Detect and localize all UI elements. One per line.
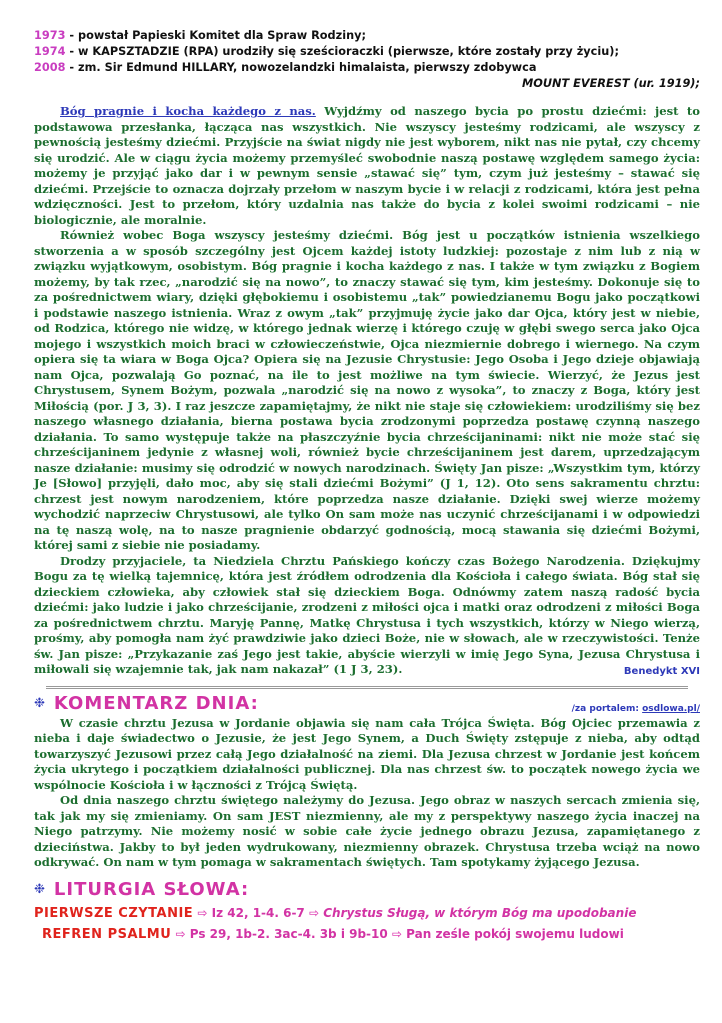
article-text: Wyjdźmy od naszego bycia po prostu dziećmi: jest to podstawowa przesłanka, łącząca nas wszystkich. Nie wszyscy jesteśmy rodzicami, ale wszyscy z pewnością jesteśmy dziećmi. Przyjście na świat nigdy nie jest wyborem, nikt nas nie pytał, czy chcemy się urodzić. Ale w ciągu życia możemy przemyśleć swobodnie naszą postawę względem samego życia: możemy je przyjąć jako dar i w pewnym sensie „stawać się” tym, czym już jesteśmy – stawać się dziećmi. Przejście to oznacza dojrzały przełom w naszym bycie i w relacji z rodzicami, która jest pełna wdzięczności. Jest to przełom, który uzdalnia nas także do bycia z kolei swoimi rodzicami – nie biologicznie, ale moralnie. — [34, 104, 700, 227]
article-paragraph: Również wobec Boga wszyscy jesteśmy dziećmi. Bóg jest u początków istnienia wszelkiego stworzenia a w sposób szczególny jest Ojcem każdej istoty ludzkiej: pozostaje z nim lub z nią w związku wyjątkowym, osobistym. Bóg pragnie i kocha każdego z nas. I także w tym związku z Bogiem możemy, by tak rzec, „narodzić się na nowo”, to znaczy stawać się tym, kim jesteśmy. Dokonuje się to za pośrednictwem wiary, dzięki głębokiemu i osobistemu „tak” powiedzianemu Bogu jako początkowi i podstawie naszego istnienia. Wraz z owym „tak” przyjmuję życie jako dar Ojca, który jest w niebie, od Rodzica, którego nie widzę, w którego jednak wierzę i którego czuję w głębi swego serca jako Ojca mojego i wszystkich moich braci w człowieczeństwie, Ojca niezmiernie dobrego i wiernego. Na czym opiera się ta wiara w Boga Ojca? Opiera się na Jezusie Chrystusie: Jego Osoba i Jego dzieje objawiają nam Ojca, pozwalają Go poznać, na ile to jest możliwe na tym świecie. Wierzyć, że Jezus jest Chrystusem, Synem Bożym, pozwala „narodzić się na nowo z wysoka”, to znaczy z Boga, który jest Miłością (por. J 3, 3). I raz jeszcze zapamiętajmy, że nikt nie staje się człowiekiem: urodziliśmy się bez naszego własnego działania, bierna postawa bycia zrodzonymi poprzedza postawę czynną naszego działania. To samo występuje także na płaszczyźnie bycia chrześcijaninami: nikt nie może stać się chrześcijaninem jedynie z własnej woli, również bycie chrześcijaninem jest darem, uprzedzającym nasze działanie: musimy się odrodzić w nowych narodzinach. Święty Jan pisze: „Wszystkim tym, którzy Je [Słowo] przyjęli, dało moc, aby się stali dziećmi Bożymi” (J 1, 12). Oto sens sakramentu chrztu: chrzest jest nowym narodzeniem, które poprzedza nasze działanie. Dzięki swej wierze możemy wychodzić naprzeciw Chrystusowi, ale tylko On sam może nas uczynić chrześcijanami i w odpowiedzi na tę naszą wolę, na to nasze pragnienie obdarzyć godnością, mocą stawania się dziećmi Bożymi, której sami z siebie nie posiadamy. — [34, 228, 700, 552]
history-text: - powstał Papieski Komitet dla Spraw Rodziny; — [65, 29, 367, 42]
history-line — [34, 60, 700, 76]
reading-row — [34, 906, 700, 921]
history-section — [34, 28, 700, 92]
divider — [46, 686, 688, 689]
history-line — [34, 28, 700, 44]
reading-label: PIERWSZE CZYTANIE — [34, 905, 194, 921]
cross-bullet-icon: ❉ — [34, 881, 46, 897]
arrow-icon: ⇨ — [175, 926, 186, 941]
komentarz-body — [34, 716, 700, 871]
psalm-row — [34, 927, 700, 942]
komentarz-paragraph: W czasie chrztu Jezusa w Jordanie objawia się nam cała Trójca Święta. Bóg Ojciec przemawia z nieba i daje świadectwo o Jezusie, że jest Jego Synem, a Duch Święty zstępuje z nieba, aby odtąd towarzyszyć Jezusowi przez całą Jego działalność na ziemi. Dla Jezusa chrzest w Jordanie jest końcem życia ukrytego i początkiem działalności publicznej. Dla nas chrzest św. to początek nowego życia we wspólnocie Kościoła i w łączności z Trójcą Świętą. — [34, 715, 700, 792]
history-line — [34, 44, 700, 60]
article-paragraph — [34, 554, 700, 678]
reading-ref: Iz 42, 1-4. 6-7 — [211, 905, 305, 920]
komentarz-title — [34, 693, 259, 714]
reading-text: Chrystus Sługą, w którym Bóg ma upodobanie — [323, 905, 637, 920]
cross-bullet-icon: ❉ — [34, 695, 46, 711]
article-text: Drodzy przyjaciele, ta Niedziela Chrztu Pańskiego kończy czas Bożego Narodzenia. Dziękujmy Bogu za tę wielką tajemnicę, która jest źródłem odrodzenia dla Kościoła i całego świata. Bóg stał się dzieckiem człowieka, aby człowiek stał się dzieckiem Boga. Odnówmy zatem naszą radość bycia dziećmi: jako ludzie i jako chrześcijanie, zrodzeni z miłości ojca i matki oraz odrodzeni z miłości Boga za pośrednictwem chrztu. Maryję Pannę, Matkę Chrystusa i tych wszystkich, którzy w Niego wierzą, prośmy, aby pomogła nam żyć prawdziwie jako dzieci Boże, nie w słowach, ale w rzeczywistości. Tenże św. Jan pisze: „Przykazanie zaś Jego jest takie, abyście wierzyli w imię Jego Syna, Jezusa Chrystusa i miłowali się wzajemnie tak, jak nam nakazał” (1 J 3, 23). — [34, 553, 700, 676]
arrow-icon: ⇨ — [391, 926, 402, 941]
article-paragraph — [34, 104, 700, 228]
article-title: Bóg pragnie i kocha każdego z nas. — [60, 104, 316, 118]
history-year: 1973 — [34, 29, 66, 42]
article — [34, 104, 700, 678]
komentarz-paragraph: Od dnia naszego chrztu świętego należymy do Jezusa. Jego obraz w naszych sercach zmienia się, tak jak my się zmieniamy. On sam JEST niezmienny, ale my z perspektywy naszego życia inaczej na Niego patrzymy. Nie możemy nosić w sobie całe życie jednego obrazu Jezusa, zapamiętanego z dzieciństwa. Jakby to był jeden wydrukowany, niezmienny obrazek. Chrystusa trzeba wciąż na nowo odkrywać. On nam w tym pomaga w sakramentach świętych. Tam spotykamy żyjącego Jezusa. — [34, 793, 700, 869]
portal-credit — [572, 704, 700, 714]
history-text: - w KAPSZTADZIE (RPA) urodziły się sześcioraczki (pierwsze, które zostały przy życiu); — [65, 45, 619, 58]
komentarz-title-text: KOMENTARZ DNIA: — [53, 692, 259, 714]
liturgia-title-text: LITURGIA SŁOWA: — [53, 878, 250, 900]
portal-link[interactable]: osdlowa.pl/ — [642, 703, 700, 714]
history-text: - zm. Sir Edmund HILLARY, nowozelandzki himalaista, pierwszy zdobywca — [65, 61, 537, 74]
article-signature: Benedykt XVI — [623, 666, 700, 677]
komentarz-header — [34, 693, 700, 714]
psalm-text: Pan ześle pokój swojemu ludowi — [406, 926, 624, 941]
psalm-ref: Ps 29, 1b-2. 3ac-4. 3b i 9b-10 — [189, 926, 388, 941]
history-tail: MOUNT EVEREST (ur. 1919); — [522, 77, 700, 90]
arrow-icon: ⇨ — [197, 905, 208, 920]
portal-label: /za portalem: — [571, 703, 643, 714]
history-year: 2008 — [34, 61, 66, 74]
psalm-label: REFREN PSALMU — [42, 926, 172, 942]
liturgia-title — [34, 879, 700, 900]
arrow-icon: ⇨ — [308, 905, 320, 920]
history-year: 1974 — [34, 45, 66, 58]
